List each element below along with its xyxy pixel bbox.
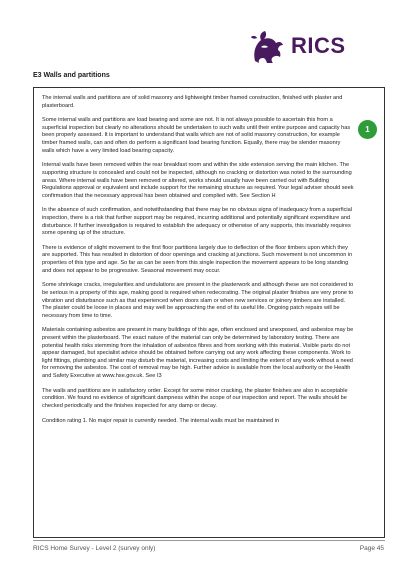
rics-lion-logo-icon — [247, 27, 287, 65]
paragraph: Materials containing asbestos are present in many buildings of this age, often enclosed and unexposed, and asbestos may be present within the plasterboard. The exact nature of the material can only be determined by laboratory testing. There are potential health risks stemming from the inhalation of asbestos fibres and from working with this material. Visible parts do not appear damaged, but specialist advice should be obtained before carrying out any work affecting these components. Work to light fittings, plumbing and similar may disturb the material, increasing costs and limiting the extent of any work without a need for removing the asbestos. The cost of removal may be high. Further advice is available from the local authority or the Health and Safety Executive at www.hse.gov.uk. See I3 — [42, 327, 354, 379]
paragraph: There is evidence of slight movement to the first floor partitions largely due to deflection of the floor timbers upon which they are supported. This has resulted in distortion of door openings and cracking at junctions. Such movement is not uncommon in properties of this type and age. So far as can be seen from this single inspection the movement appears to be long standing and does not appear to be progressive. Seasonal movement may occur. — [42, 244, 353, 274]
paragraph: Internal walls have been removed within the rear breakfast room and within the side extension serving the main kitchen. The supporting structure is concealed and could not be inspected, although no cracking or distortion was noted to the surrounding areas. Where internal walls have been removed or altered, works should usually have been carried out with Building Regulations approval or equivalent and include support for the remaining structure as required. Your legal adviser should seek confirmation that the necessary approval has been obtained and complied with. See Section H — [42, 162, 354, 199]
paragraph: In the absence of such confirmation, and notwithstanding that there may be no obvious signs of inadequacy from a superficial inspection, there is a risk that further support may be required, incurring additional and potentially significant expenditure and disturbance. If further investigation is required to establish the adequacy or otherwise of any supports, this invariably requires some opening up of the structure. — [42, 207, 353, 237]
section-title: E3 Walls and partitions — [33, 72, 110, 79]
paragraph: Some internal walls and partitions are load bearing and some are not. It is not always possible to ascertain this from a superficial inspection but clearly no alterations should be undertaken to such walls until their entire purpose and capacity has been properly assessed. It is important to understand that walls which are not of solid masonry construction, for example timber framed walls, can and often do perform a significant load bearing function. Equally, there may be slender masonry walls which have a very limited load bearing capacity. — [42, 117, 351, 154]
condition-rating-badge: 1 — [358, 120, 377, 139]
paragraph: The walls and partitions are in satisfactory order. Except for some minor cracking, the plaster finishes are also in acceptable condition. We found no evidence of significant dampness within the scope of our inspection and report. The walls should be checked periodically and the finishes inspected for any damp or decay. — [42, 387, 348, 409]
footer-report-title: RICS Home Survey - Level 2 (survey only) — [33, 545, 156, 552]
footer-divider — [33, 540, 385, 541]
rics-wordmark: RICS — [291, 33, 346, 58]
paragraph: The internal walls and partitions are of solid masonry and lightweight timber framed construction, finished with plaster and plasterboard. — [42, 95, 343, 109]
rics-logo — [247, 27, 389, 65]
paragraph: Some shrinkage cracks, irregularities and undulations are present in the plasterwork and although these are not considered to be serious in a property of this age, making good is required when redecorating. The original plaster finishes are very prone to vibration and disturbance such as that experienced when doors slam or when new services or joinery timbers are installed. The plaster could be loose in places and may well be approaching the end of its useful life. Ongoing patch repairs will be necessary from time to time. — [42, 282, 354, 319]
section-content-box — [33, 87, 385, 538]
section-body — [42, 95, 354, 432]
paragraph: Condition rating 1. No major repair is currently needed. The internal walls must be maintained in — [42, 417, 280, 424]
page-number: Page 45 — [359, 545, 384, 552]
